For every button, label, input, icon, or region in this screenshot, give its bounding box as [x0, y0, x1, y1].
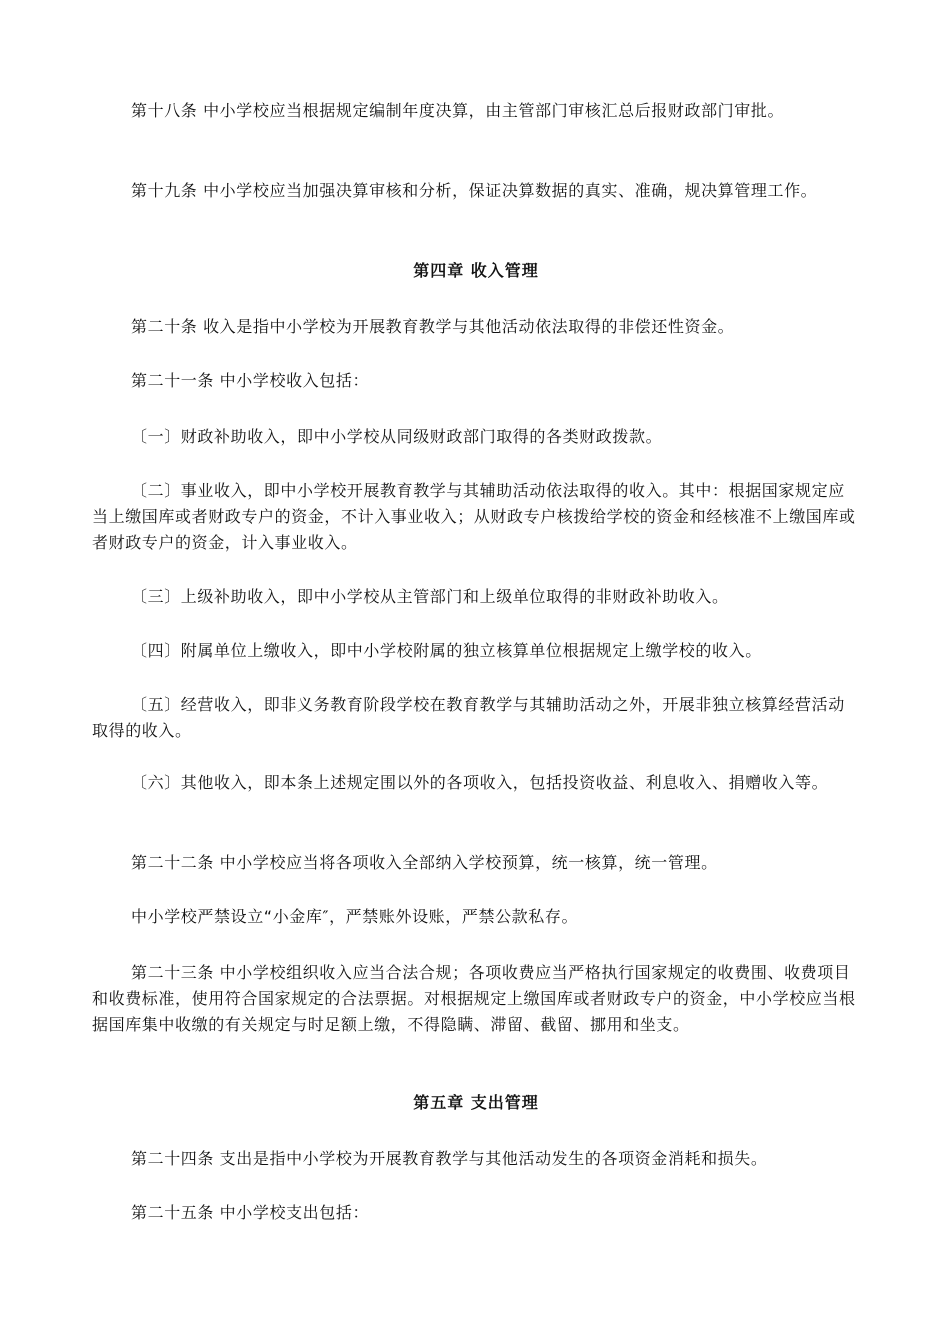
chapter-5-heading: 第五章 支出管理: [413, 1093, 539, 1112]
item-5: 〔五〕经营收入，即非义务教育阶段学校在教育教学与其辅助活动之外，开展非独立核算经营活动取得的收入。: [92, 695, 845, 740]
item-6: 〔六〕其他收入，即本条上述规定围以外的各项收入，包括投资收益、利息收入、捐赠收入等。: [131, 773, 829, 792]
item-3: 〔三〕上级补助收入，即中小学校从主管部门和上级单位取得的非财政补助收入。: [131, 587, 729, 606]
item-4: 〔四〕附属单位上缴收入，即中小学校附属的独立核算单位根据规定上缴学校的收入。: [131, 641, 762, 660]
article-25: 第二十五条 中小学校支出包括：: [131, 1203, 370, 1222]
article-21: 第二十一条 中小学校收入包括：: [131, 371, 370, 390]
article-20: 第二十条 收入是指中小学校为开展教育教学与其他活动依法取得的非偿还性资金。: [131, 317, 735, 336]
slush-fund-rule: 中小学校严禁设立“小金库″，严禁账外设账，严禁公款私存。: [131, 907, 579, 926]
item-2: 〔二〕事业收入，即中小学校开展教育教学与其辅助活动依法取得的收入。其中：根据国家规定应当上缴国库或者财政专户的资金，不计入事业收入；从财政专户核拨给学校的资金和经核准不上缴国库或者财政专户的资金，计入事业收入。: [92, 481, 856, 552]
chapter-4-heading: 第四章 收入管理: [413, 261, 539, 280]
article-22: 第二十二条 中小学校应当将各项收入全部纳入学校预算，统一核算，统一管理。: [131, 853, 718, 872]
article-23: 第二十三条 中小学校组织收入应当合法合规；各项收费应当严格执行国家规定的收费围、收费项目和收费标准，使用符合国家规定的合法票据。对根据规定上缴国库或者财政专户的资金，中小学校应当根据国库集中收缴的有关规定与时足额上缴，不得隐瞒、滞留、截留、挪用和坐支。: [92, 963, 856, 1034]
item-1: 〔一〕财政补助收入，即中小学校从同级财政部门取得的各类财政拨款。: [131, 427, 663, 446]
article-24: 第二十四条 支出是指中小学校为开展教育教学与其他活动发生的各项资金消耗和损失。: [131, 1149, 768, 1168]
article-19: 第十九条 中小学校应当加强决算审核和分析，保证决算数据的真实、准确，规决算管理工作。: [131, 181, 818, 200]
article-18: 第十八条 中小学校应当根据规定编制年度决算，由主管部门审核汇总后报财政部门审批。: [131, 101, 785, 120]
